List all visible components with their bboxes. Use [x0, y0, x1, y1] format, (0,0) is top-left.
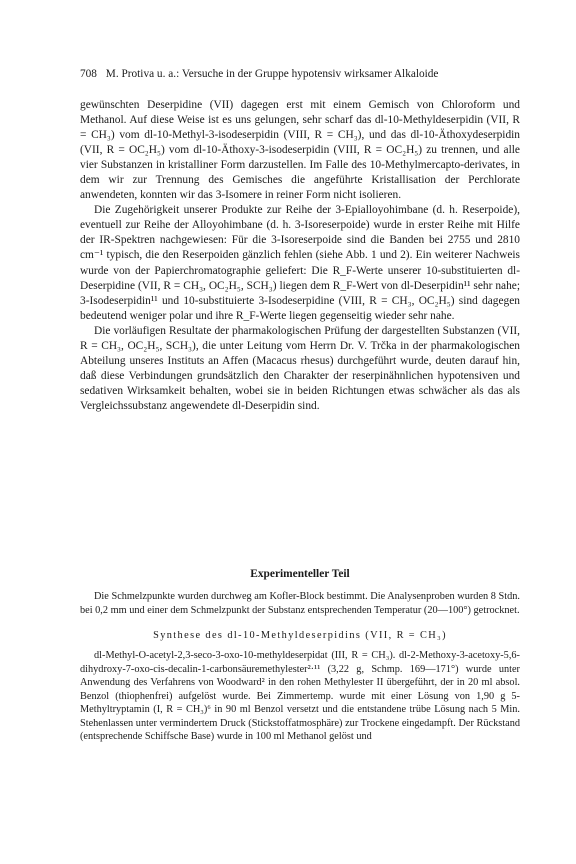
main-text [80, 98, 520, 414]
running-header [80, 68, 520, 80]
intro-paragraph: Die Schmelzpunkte wurden durchweg am Kofler-Block bestimmt. Die Analysenproben wurden 8 Stdn. bei 0,2 mm und einer dem Schmelzpunkt der Substanz entsprechenden Temperatur (20—100°) getrocknet. [80, 591, 520, 616]
procedure-paragraph: dl-Methyl-O-acetyl-2,3-seco-3-oxo-10-methyldeserpidat (III, R = CH₃). dl-2-Methoxy-3-acetoxy-5,6-dihydroxy-7-oxo-cis-decalin-1-carbonsäuremethylester²·¹¹ (3,22 g, Schmp. 169—171°) wurde unter Anwendung des Verfahrens von Woodward² in den rohen Methylester II übergeführt, der in 20 ml absol. Benzol (thiophenfrei) aufgelöst wurde. Bei Zimmertemp. wurde mit einer Lösung von 1,90 g 5-Methyltryptamin (I, R = CH₃)⁶ in 90 ml Benzol versetzt und die entstandene trübe Lösung nach 5 Min. Stehenlassen unter vermindertem Druck (Stickstoffatmosphäre) zur Trockene eingedampft. Der Rückstand (entsprechende Schiffsche Base) wurde in 100 ml Methanol gelöst und [80, 650, 520, 742]
procedure-text [80, 649, 520, 744]
section-heading: Experimenteller Teil [250, 568, 350, 580]
paragraph-2: Die Zugehörigkeit unserer Produkte zur Reihe der 3-Epialloyohimbane (d. h. Reserpoide), eventuell zur Reihe der Alloyohimbane (d. h. 3-Isoreserpoide) wurde in erster Reihe mit Hilfe der IR-Spektren nachgewiesen: Für die 3-Isoreserpoide sind die Banden bei 2755 und 2810 cm⁻¹ typisch, die den Reserpoiden gänzlich fehlen (siehe Abb. 1 und 2). Ein weiterer Nachweis wurde von der Papierchromatographie geliefert: Die R_F-Werte unserer 10-substituierten dl-Deserpidine (VII, R = CH₃, OC₂H₅, SCH₃) liegen dem R_F-Wert von dl-Deserpidin¹¹ sehr nahe; 3-Isodeserpidin¹¹ und 10-substituierte 3-Isodeserpidine (VIII, R = CH₃, OC₂H₅) sind dagegen bedeutend weniger polar und ihre R_F-Werte liegen gegenseitig wieder sehr nahe. [80, 204, 520, 322]
running-title: M. Protiva u. a.: Versuche in der Gruppe hypotensiv wirksamer Alkaloide [105, 68, 439, 80]
experimental-intro [80, 590, 520, 617]
page-number: 708 [80, 68, 97, 80]
paragraph-1: gewünschten Deserpidine (VII) dagegen erst mit einem Gemisch von Chloroform und Methanol. Auf diese Weise ist es uns gelungen, sehr scharf das dl-10-Methyldeserpidin (VII, R = CH₃) vom dl-10-Methyl-3-isodeserpidin (VIII, R = CH₃), und das dl-10-Äthoxydeserpidin (VII, R = OC₂H₅) vom dl-10-Äthoxy-3-isodeserpidin (VIII, R = OC₂H₅) zu trennen, und alle vier Substanzen in kristalliner Form darzustellen. Im Falle des 10-Methylmercapto-derivates, in dem wir zur Trennung des Gemisches die angeführte Kristallisation der Perchlorate anwendeten, konnten wir das 3-Isomere in reiner Form nicht isolieren. [80, 99, 520, 202]
paragraph-3: Die vorläufigen Resultate der pharmakologischen Prüfung der dargestellten Substanzen (VII, R = CH₃, OC₂H₅, SCH₃), die unter Leitung vom Herrn Dr. V. Trčka in der pharmakologischen Abteilung unseres Instituts an Affen (Macacus rhesus) durchgeführt wurde, deuten darauf hin, daß diese Verbindungen grundsätzlich den Charakter der reserpinähnlichen hypotensiven und sedativen Wirksamkeit behalten, wobei sie in beiden Richtungen etwas schwächer als das als Vergleichssubstanz angewendete dl-Deserpidin sind. [80, 324, 520, 412]
synthesis-subheading: Synthese des dl-10-Methyldeserpidins (VII, R = CH₃) [153, 630, 447, 641]
